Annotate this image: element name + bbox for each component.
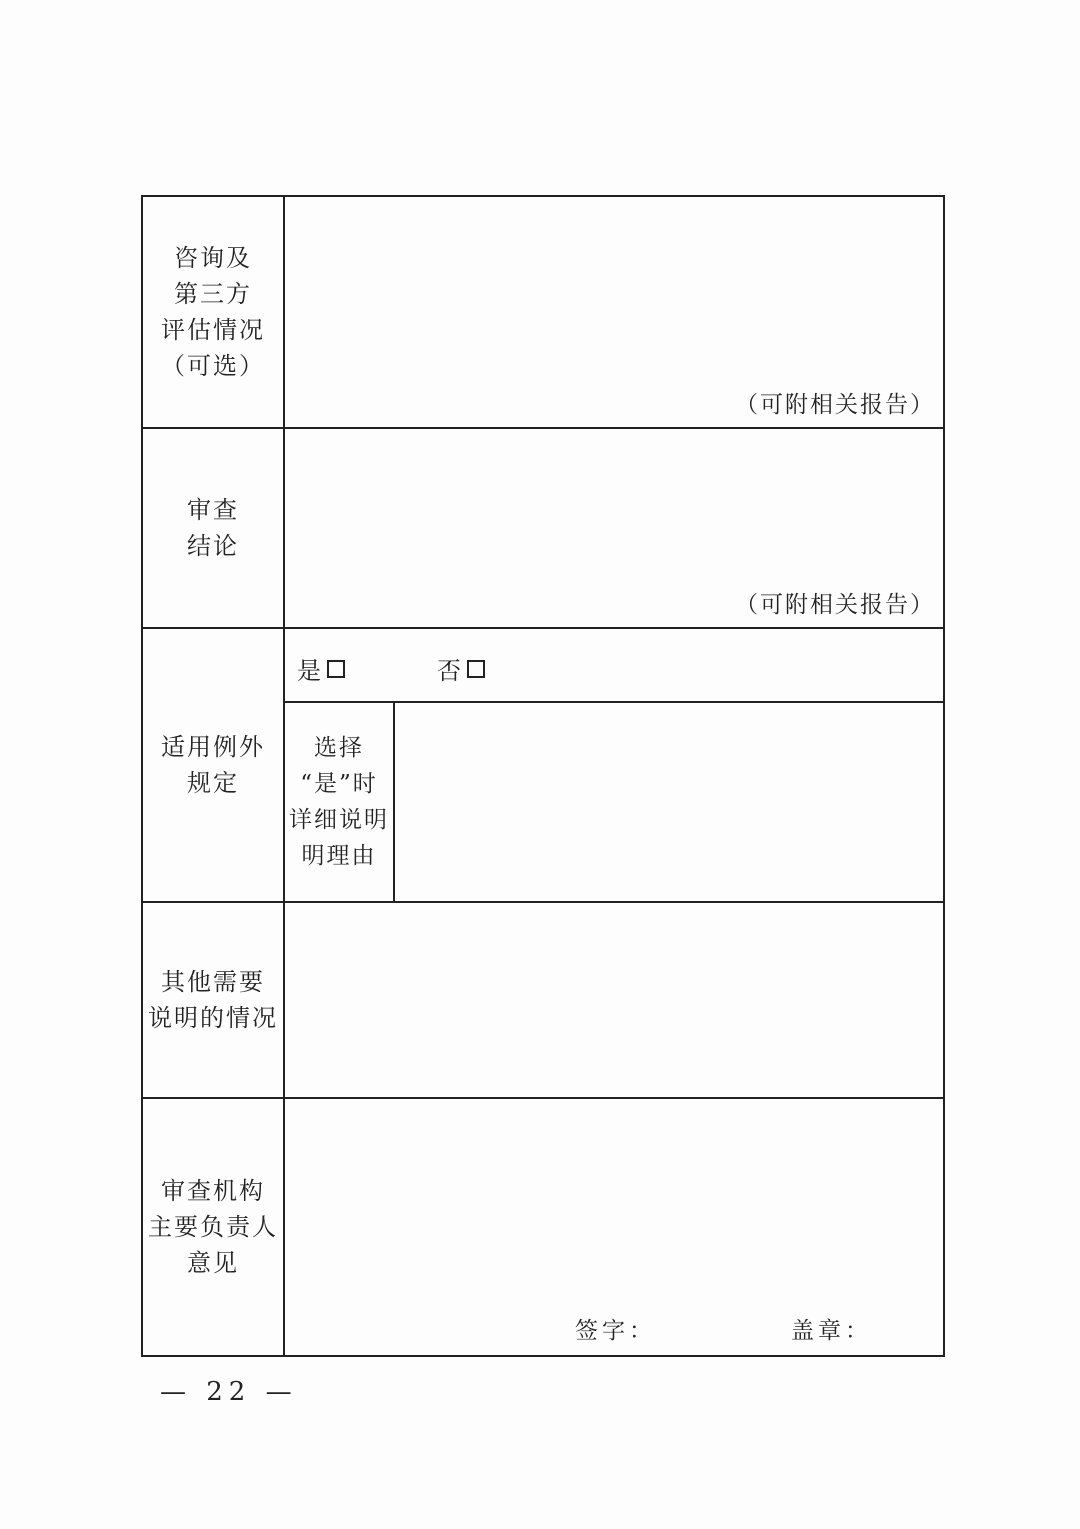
- seal-label: 盖章：: [791, 1318, 872, 1344]
- exception-label-line-1: 适用例外: [161, 733, 265, 761]
- opinion-label-cell: [143, 1099, 285, 1355]
- reason-label-line-4: 明理由: [301, 843, 377, 869]
- no-label: 否: [437, 657, 461, 685]
- yes-label: 是: [297, 657, 321, 685]
- opinion-row: [143, 1099, 943, 1355]
- opinion-label-line-3: 意见: [187, 1249, 239, 1277]
- opinion-label: [148, 1173, 278, 1281]
- conclusion-attachment-note: （可附相关报告）: [735, 592, 935, 618]
- exception-yes-no: [285, 629, 943, 703]
- consult-label-cell: [143, 197, 285, 427]
- consult-label-line-3: 评估情况: [161, 316, 265, 344]
- page-number: — 22 —: [160, 1377, 298, 1407]
- exception-label-line-2: 规定: [187, 769, 239, 797]
- reason-label: [289, 730, 389, 874]
- reason-label-cell: [285, 703, 395, 901]
- conclusion-label-cell: [143, 429, 285, 627]
- consult-row: [143, 197, 943, 429]
- consult-label: [161, 240, 265, 384]
- conclusion-row: [143, 429, 943, 629]
- other-content-cell[interactable]: [285, 903, 943, 1097]
- consult-label-line-4: （可选）: [161, 352, 265, 380]
- exception-label: [161, 729, 265, 801]
- conclusion-content-cell[interactable]: [285, 429, 943, 627]
- reason-label-line-3: 详细说明: [289, 807, 389, 833]
- yes-checkbox[interactable]: [327, 660, 345, 678]
- conclusion-label: [187, 492, 239, 564]
- reason-content-cell[interactable]: [395, 703, 943, 901]
- consult-content-cell[interactable]: [285, 197, 943, 427]
- opinion-content-cell[interactable]: [285, 1099, 943, 1355]
- other-label-line-1: 其他需要: [161, 968, 265, 996]
- consult-label-line-1: 咨询及: [174, 244, 252, 272]
- opinion-label-line-2: 主要负责人: [148, 1213, 278, 1241]
- consult-label-line-2: 第三方: [174, 280, 252, 308]
- no-checkbox[interactable]: [467, 660, 485, 678]
- other-label: [148, 964, 278, 1036]
- reason-label-line-2: “是”时: [300, 771, 378, 797]
- review-form-table: [141, 195, 945, 1357]
- exception-content-cell: [285, 629, 943, 901]
- conclusion-label-line-1: 审查: [187, 496, 239, 524]
- opinion-label-line-1: 审查机构: [161, 1177, 265, 1205]
- exception-row: [143, 629, 943, 903]
- other-label-cell: [143, 903, 285, 1097]
- other-label-line-2: 说明的情况: [148, 1004, 278, 1032]
- no-option[interactable]: [437, 651, 485, 686]
- reason-label-line-1: 选择: [314, 735, 364, 761]
- consult-attachment-note: （可附相关报告）: [735, 392, 935, 418]
- yes-option[interactable]: [297, 651, 345, 686]
- conclusion-label-line-2: 结论: [187, 532, 239, 560]
- other-row: [143, 903, 943, 1099]
- exception-label-cell: [143, 629, 285, 901]
- signature-label: 签字：: [575, 1318, 656, 1344]
